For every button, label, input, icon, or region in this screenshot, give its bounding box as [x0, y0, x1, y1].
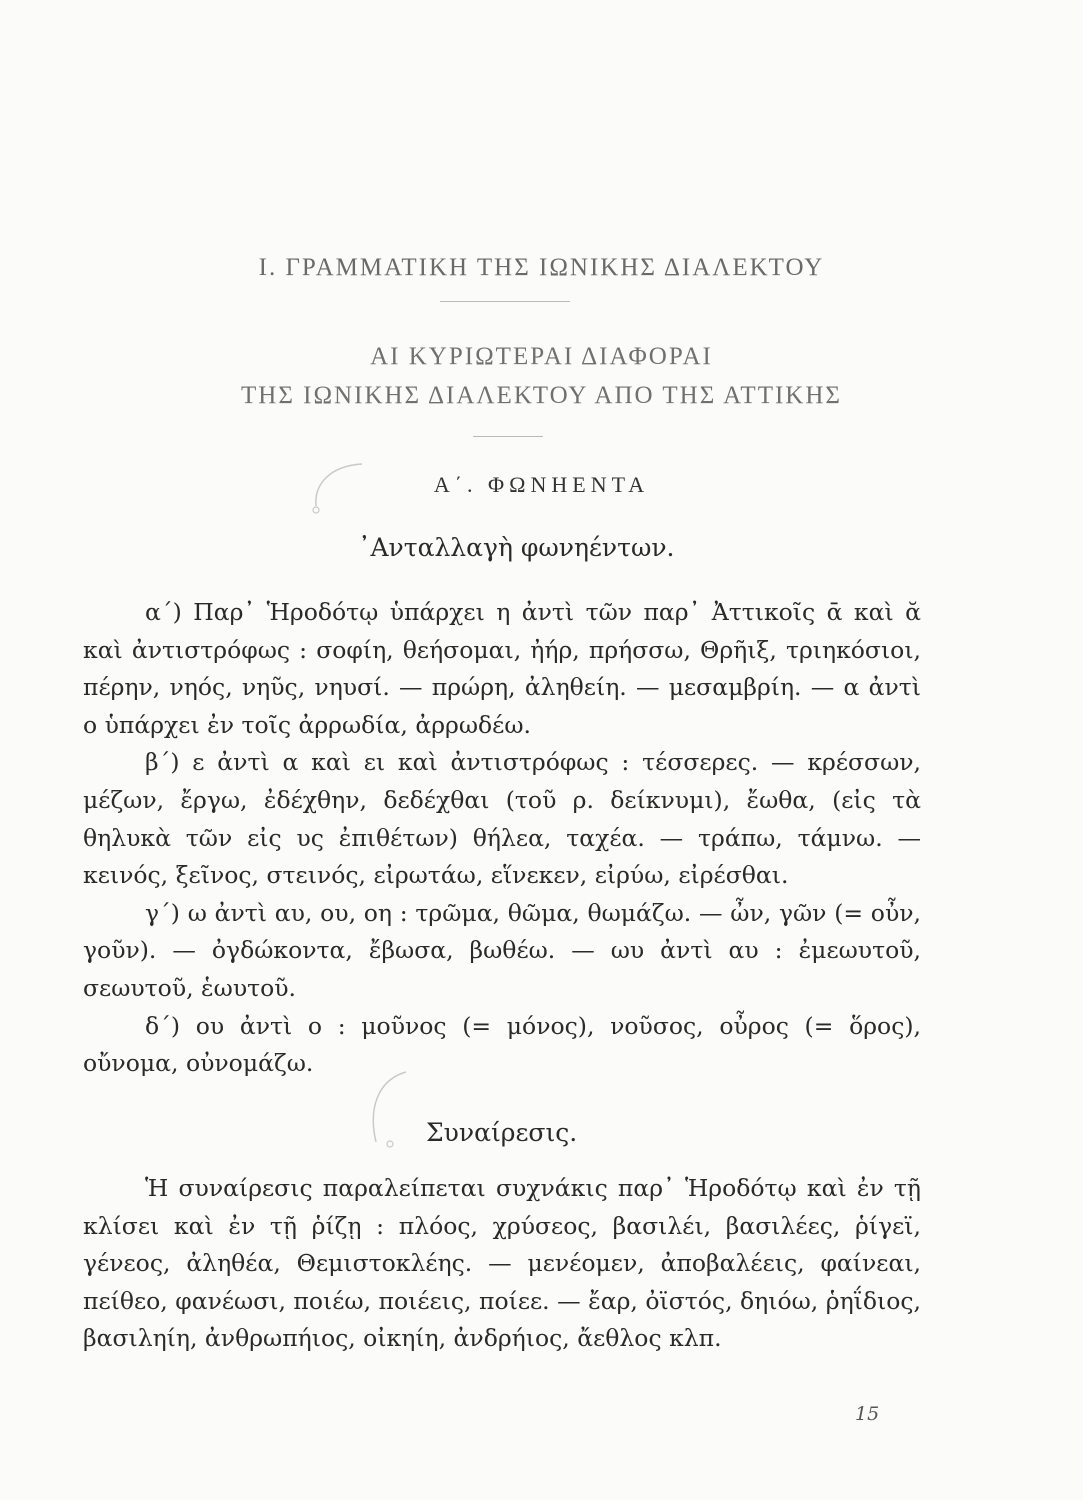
- paragraph-gamma: γ΄) ω ἀντὶ αυ, ου, οη : τρῶμα, θῶμα, θωμάζω. — ὦν, γῶν (= οὖν, γοῦν). — ὀγδώκοντα, ἔβωσα, βωθέω. — ωυ ἀντὶ αυ : ἐμεωυτοῦ, σεωυτοῦ, ἑωυτοῦ.: [83, 898, 921, 1002]
- paragraph-delta: δ΄) ου ἀντὶ ο : μοῦνος (= μόνος), νοῦσος, οὖρος (= ὅρος), οὔνομα, οὐνομάζω.: [83, 1011, 921, 1078]
- subtitle-divider: [473, 436, 543, 437]
- page-number: 15: [855, 1403, 880, 1425]
- part-title: I. ΓΡΑΜΜΑΤΙΚΗ ΤΗΣ ΙΩΝΙΚΗΣ ΔΙΑΛΕΚΤΟΥ: [258, 254, 825, 281]
- title-divider: [440, 301, 570, 302]
- subtitle-line-1: ΑΙ ΚΥΡΙΩΤΕΡΑΙ ΔΙΑΦΟΡΑΙ: [370, 343, 713, 370]
- vowel-exchange-subheading: ᾿Ανταλλαγὴ φωνηέντων.: [358, 533, 675, 562]
- paragraph-contraction: Ἡ συναίρεσις παραλείπεται συχνάκις παρ᾿ Ἡροδότῳ καὶ ἐν τῇ κλίσει καὶ ἐν τῇ ῥίζῃ : πλόος, χρύσεος, βασιλέι, βασιλέες, ῥίγεϊ, γένεος, ἀληθέα, Θεμιστοκλέης. — μενέομεν, ἀποβαλέεις, φαίνεαι, πείθεο, φανέωσι, ποιέω, ποιέεις, ποίεε. — ἔαρ, ὀϊστός, δηιόω, ῥηΐδιος, βασιληίη, ἀνθρωπήιος, οἰκηίη, ἀνδρήιος, ἄεθλος κλπ.: [83, 1174, 921, 1353]
- vowel-exchange-text: [83, 594, 921, 1083]
- paragraph-alpha: α΄) Παρ᾿ Ἡροδότῳ ὑπάρχει η ἀντὶ τῶν παρ᾿ Ἀττικοῖς ᾱ καὶ ᾰ καὶ ἀντιστρόφως : σοφίη, θεήσομαι, ἠήρ, πρήσσω, Θρῆιξ, τριηκόσιοι, πέρην, νηός, νηῦς, νηυσί. — πρώρη, ἀληθείη. — μεσαμβρίη. — α ἀντὶ ο ὑπάρχει ἐν τοῖς ἀρρωδία, ἀρρωδέω.: [83, 598, 921, 739]
- paragraph-beta: β΄) ε ἀντὶ α καὶ ει καὶ ἀντιστρόφως : τέσσερες. — κρέσσων, μέζων, ἔργω, ἐδέχθην, δεδέχθαι (τοῦ ρ. δείκνυμι), ἔωθα, (εἰς τὰ θηλυκὰ τῶν εἰς υς ἐπιθέτων) θήλεα, ταχέα. — τράπω, τάμνω. — κεινός, ξεῖνος, στεινός, εἰρωτάω, εἵνεκεν, εἰρύω, εἰρέσθαι.: [83, 748, 921, 890]
- pencil-mark-2: [360, 1068, 420, 1152]
- section-heading: Α΄. ΦΩΝΗΕΝΤΑ: [433, 472, 650, 497]
- subtitle-line-2: ΤΗΣ ΙΩΝΙΚΗΣ ΔΙΑΛΕΚΤΟΥ ΑΠΟ ΤΗΣ ΑΤΤΙΚΗΣ: [241, 382, 842, 409]
- contraction-subheading: Συναίρεσις.: [426, 1118, 578, 1147]
- contraction-text: [83, 1170, 921, 1358]
